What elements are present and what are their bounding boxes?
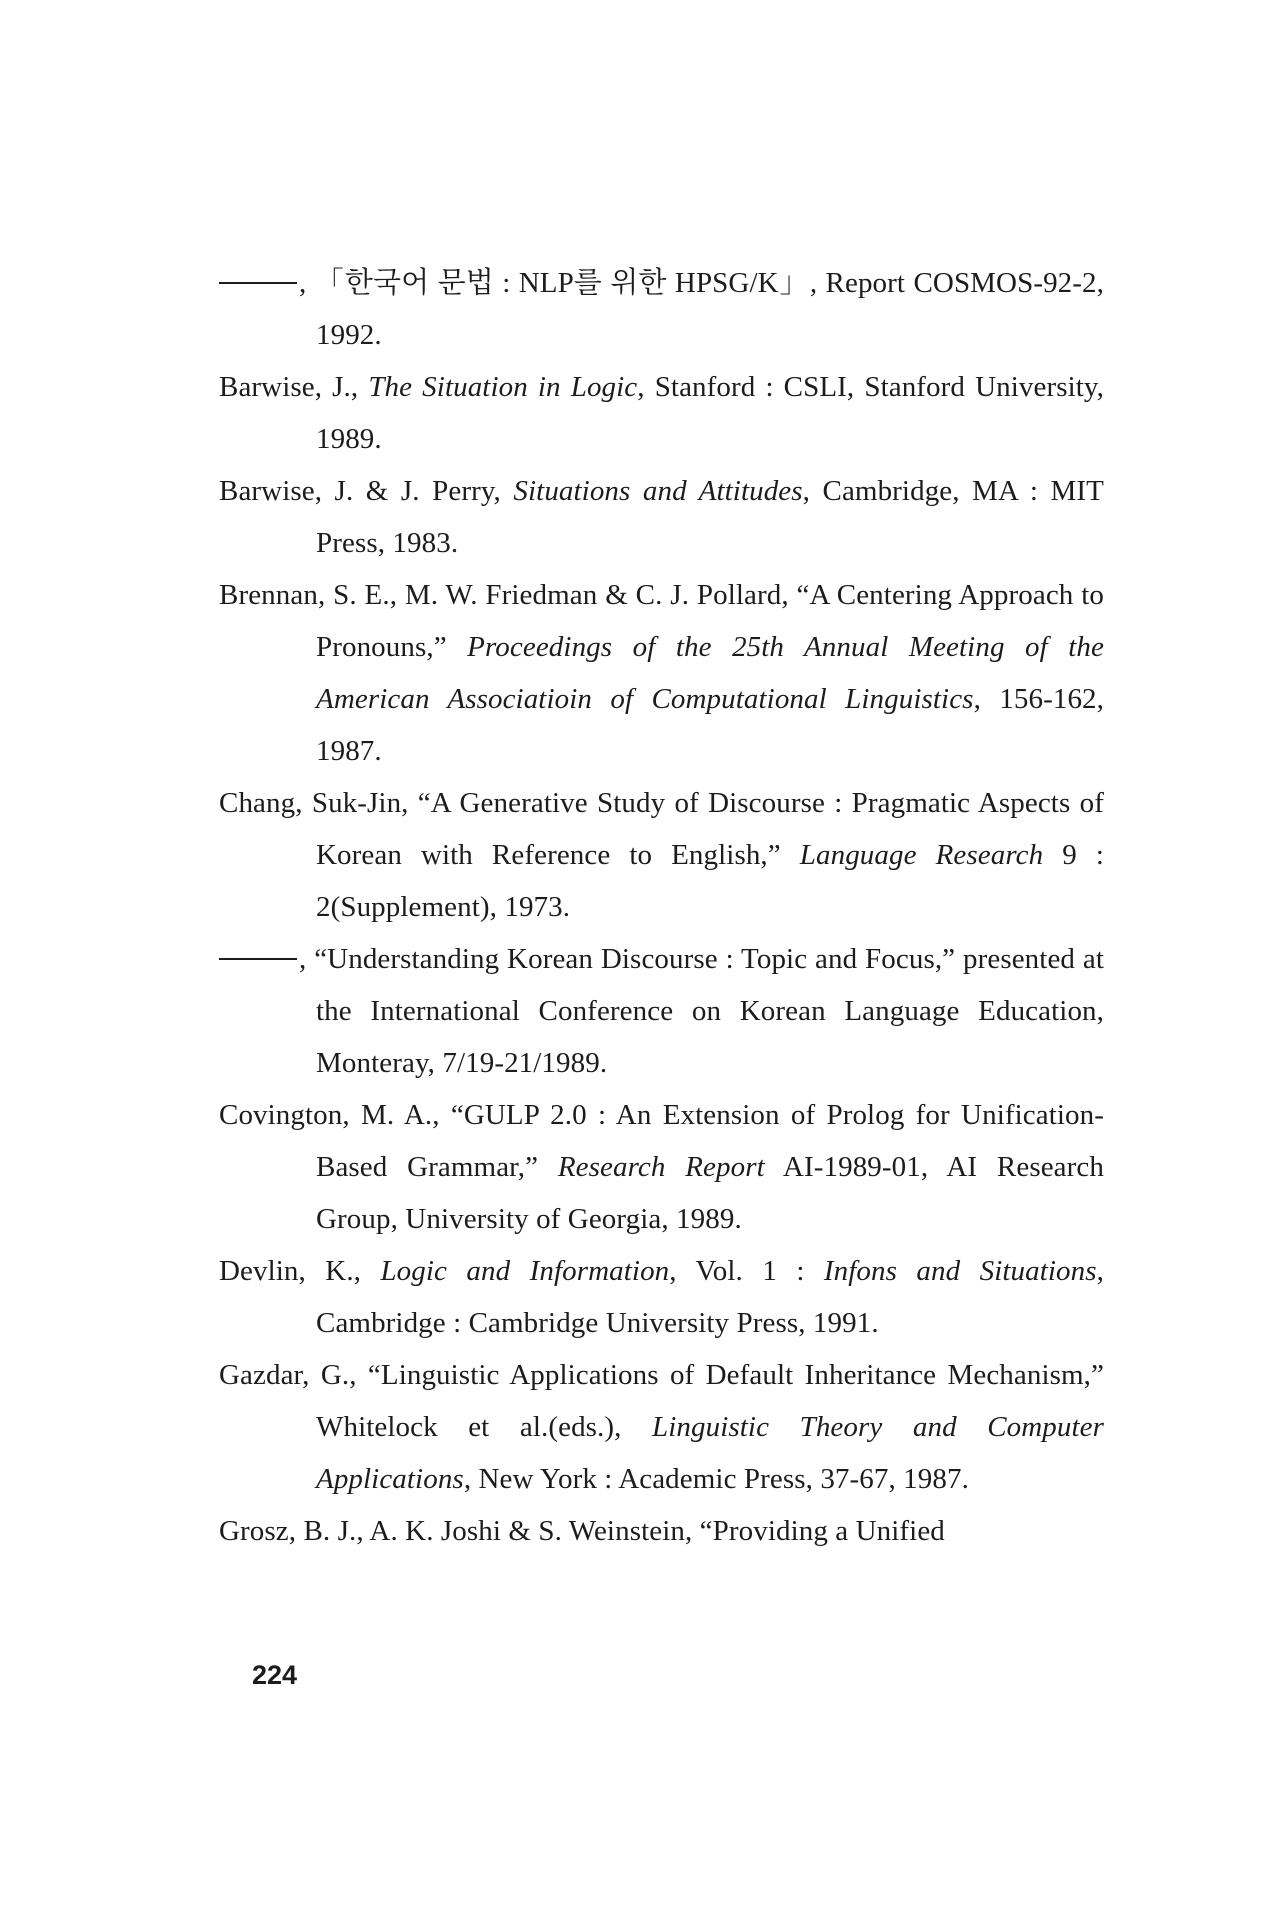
reference-title: Language Research <box>799 839 1044 871</box>
reference-title: Situations and Attitudes <box>513 475 803 507</box>
reference-entry: Barwise, J., The Situation in Logic, Stanford : CSLI, Stanford University, 1989. <box>219 371 1104 455</box>
reference-entry: Chang, Suk-Jin, “A Generative Study of Discourse : Pragmatic Aspects of Korean with Reference to English,” Language Research 9 : 2(Supplement), 1973. <box>219 787 1104 923</box>
reference-entry: Covington, M. A., “GULP 2.0 : An Extension of Prolog for Unification- Based Grammar,” Research Report AI-1989-01, AI Research Group, University of Georgia, 1989. <box>219 1099 1104 1235</box>
reference-list <box>219 257 1104 1557</box>
reference-title: Linguistic Theory and Computer Applications <box>316 1411 1104 1495</box>
reference-title: Research Report <box>557 1151 765 1183</box>
reference-entry: Grosz, B. J., A. K. Joshi & S. Weinstein, “Providing a Unified <box>219 1515 945 1547</box>
reference-entry: , 「한국어 문법 : NLP를 위한 HPSG/K」, Report COSMOS-92-2, 1992. <box>219 257 1104 361</box>
page-number: 224 <box>252 1660 298 1690</box>
repeat-author-dash <box>219 958 297 960</box>
reference-subtitle: Infons and Situations <box>823 1255 1097 1287</box>
reference-entry: , “Understanding Korean Discourse : Topic and Focus,” presented at the International Conference on Korean Language Education, Monteray, 7/19-21/1989. <box>219 933 1104 1089</box>
reference-entry: Barwise, J. & J. Perry, Situations and Attitudes, Cambridge, MA : MIT Press, 1983. <box>219 475 1104 559</box>
reference-entry: Brennan, S. E., M. W. Friedman & C. J. Pollard, “A Centering Approach to Pronouns,” Proceedings of the 25th Annual Meeting of the American Associatioin of Computational Linguistics, 156-162, 1987. <box>219 579 1104 767</box>
reference-entry: Gazdar, G., “Linguistic Applications of Default Inheritance Mechanism,” Whitelock et al.(eds.), Linguistic Theory and Computer Applications, New York : Academic Press, 37-67, 1987. <box>219 1359 1104 1495</box>
reference-title: The Situation in Logic <box>368 371 638 403</box>
reference-title: Logic and Information <box>380 1255 670 1287</box>
repeat-author-dash <box>219 282 297 284</box>
reference-title: Proceedings of the 25th Annual Meeting of the American Associatioin of Computational Linguistics <box>316 631 1104 715</box>
reference-entry: Devlin, K., Logic and Information, Vol. 1 : Infons and Situations, Cambridge : Cambridge University Press, 1991. <box>219 1255 1104 1339</box>
